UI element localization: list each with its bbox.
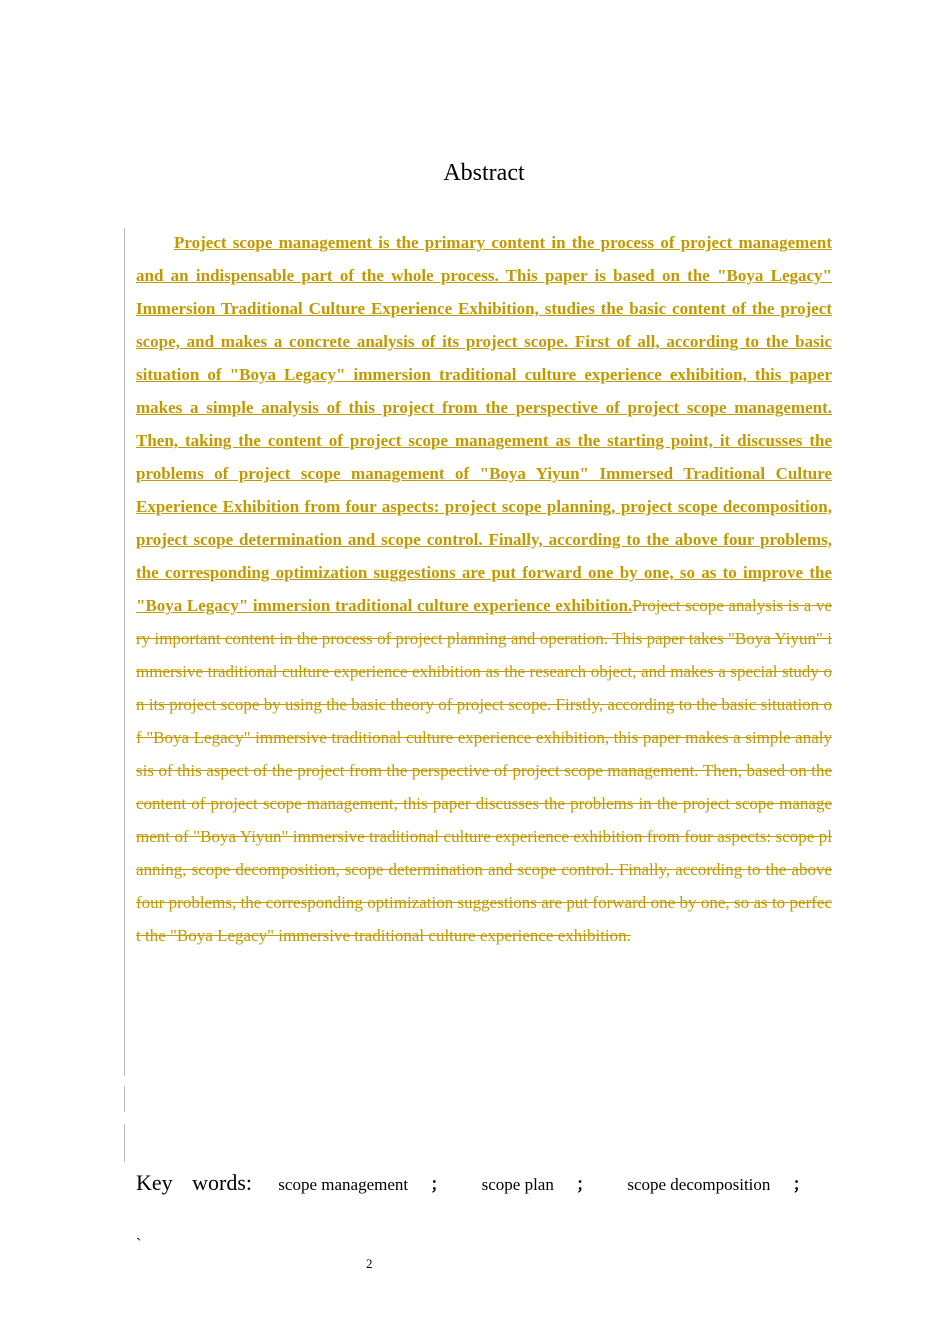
- keyword: scope plan: [481, 1175, 554, 1194]
- keyword-separator: ；: [792, 1175, 810, 1194]
- abstract-body: [136, 226, 832, 952]
- keywords-label: Key words:: [136, 1170, 253, 1195]
- page-number: 2: [366, 1256, 373, 1271]
- keywords-line: [136, 1170, 836, 1196]
- inserted-text: Project scope management is the primary content in the process of project management and an indispensable part of the whole process. This paper is based on the "Boya Legacy" Immersion Traditional Culture Experience Exhibition, studies the basic content of the project scope, and makes a concrete analysis of its project scope. First of all, according to the basic situation of "Boya Legacy" immersion traditional culture experience exhibition, this paper makes a simple analysis of this project from the perspective of project scope management. Then, taking the content of project scope management as the starting point, it discusses the problems of project scope management of "Boya Yiyun" Immersed Traditional Culture Experience Exhibition from four aspects: project scope planning, project scope decomposition, project scope determination and scope control. Finally, according to the above four problems, the corresponding optimization suggestions are put forward one by one, so as to improve the "Boya Legacy" immersion traditional culture experience exhibition.: [136, 233, 832, 615]
- abstract-title: Abstract: [443, 160, 525, 186]
- keyword-separator: ；: [576, 1175, 594, 1194]
- keyword: scope management: [278, 1175, 409, 1194]
- keyword: scope decomposition: [627, 1175, 771, 1194]
- stray-mark: `: [136, 1236, 142, 1253]
- deleted-text: Project scope analysis is a very important content in the process of project planning and operation. This paper takes "Boya Yiyun" immersive traditional culture experience exhibition as the research object, and makes a special study on its project scope by using the basic theory of project scope. Firstly, according to the basic situation of "Boya Legacy" immersive traditional culture experience exhibition, this paper makes a simple analysis of this aspect of the project from the perspective of project scope management. Then, based on the content of project scope management, this paper discusses the problems in the project scope management of "Boya Yiyun" immersive traditional culture experience exhibition from four aspects: scope planning, scope decomposition, scope determination and scope control. Finally, according to the above four problems, the corresponding optimization suggestions are put forward one by one, so as to perfect the "Boya Legacy" immersive traditional culture experience exhibition.: [136, 596, 832, 945]
- keyword-separator: ；: [430, 1175, 448, 1194]
- change-bar: [124, 228, 125, 1076]
- change-bar: [124, 1124, 125, 1162]
- change-bar: [124, 1086, 125, 1112]
